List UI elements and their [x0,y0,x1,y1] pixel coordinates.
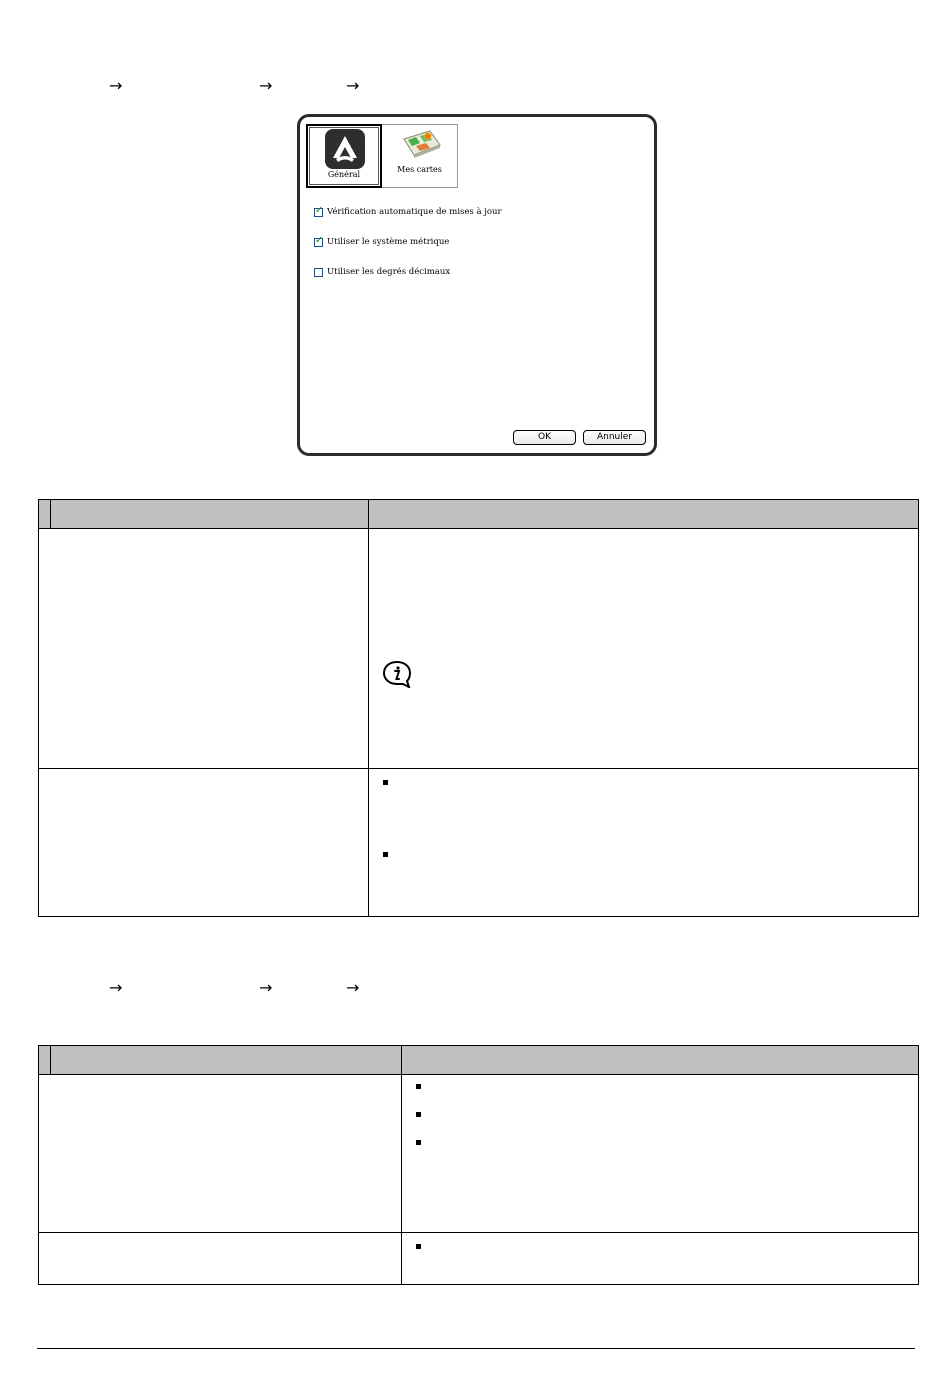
list-bullet [383,852,388,857]
checkbox[interactable] [314,268,323,277]
info-icon [382,660,412,688]
footer-rule [37,1348,915,1349]
list-bullet [416,1084,421,1089]
breadcrumb-2 [0,980,950,1000]
option-auto-update-check[interactable] [314,206,502,218]
option-label: Vérification automatique de mises à jour [327,207,502,217]
arrow-right-icon: → [109,978,123,997]
app-logo-icon [325,129,365,169]
ok-button[interactable]: OK [513,430,576,445]
row-divider [39,768,918,769]
option-metric-system[interactable] [314,236,449,248]
checkbox[interactable] [314,234,324,247]
header-divider [50,500,51,528]
checkbox[interactable] [314,204,324,217]
map-icon [400,129,444,163]
checkmark-icon: ✓ [315,234,324,246]
arrow-right-icon: → [346,978,360,997]
column-divider [368,500,369,916]
cancel-button[interactable]: Annuler [583,430,646,445]
tab-my-maps-label: Mes cartes [397,165,442,174]
settings-table-2 [38,1045,919,1285]
list-bullet [383,780,388,785]
option-label: Utiliser le système métrique [327,237,450,247]
column-divider [401,1046,402,1284]
option-decimal-degrees[interactable] [314,266,450,278]
table-header [39,500,918,529]
list-bullet [416,1244,421,1249]
arrow-right-icon: → [109,76,123,95]
arrow-right-icon: → [259,978,273,997]
arrow-right-icon: → [259,76,273,95]
list-bullet [416,1140,421,1145]
list-bullet [416,1112,421,1117]
option-label: Utiliser les degrés décimaux [327,267,451,277]
preferences-dialog [297,114,657,456]
tab-general-label: Général [327,170,361,179]
breadcrumb-1 [0,78,950,98]
arrow-right-icon: → [346,76,360,95]
tab-my-maps[interactable] [382,124,458,188]
checkmark-icon: ✓ [315,204,324,216]
tab-general[interactable] [306,124,382,188]
row-divider [39,1232,918,1233]
settings-table-1 [38,499,919,917]
header-divider [50,1046,51,1074]
table-header [39,1046,918,1075]
